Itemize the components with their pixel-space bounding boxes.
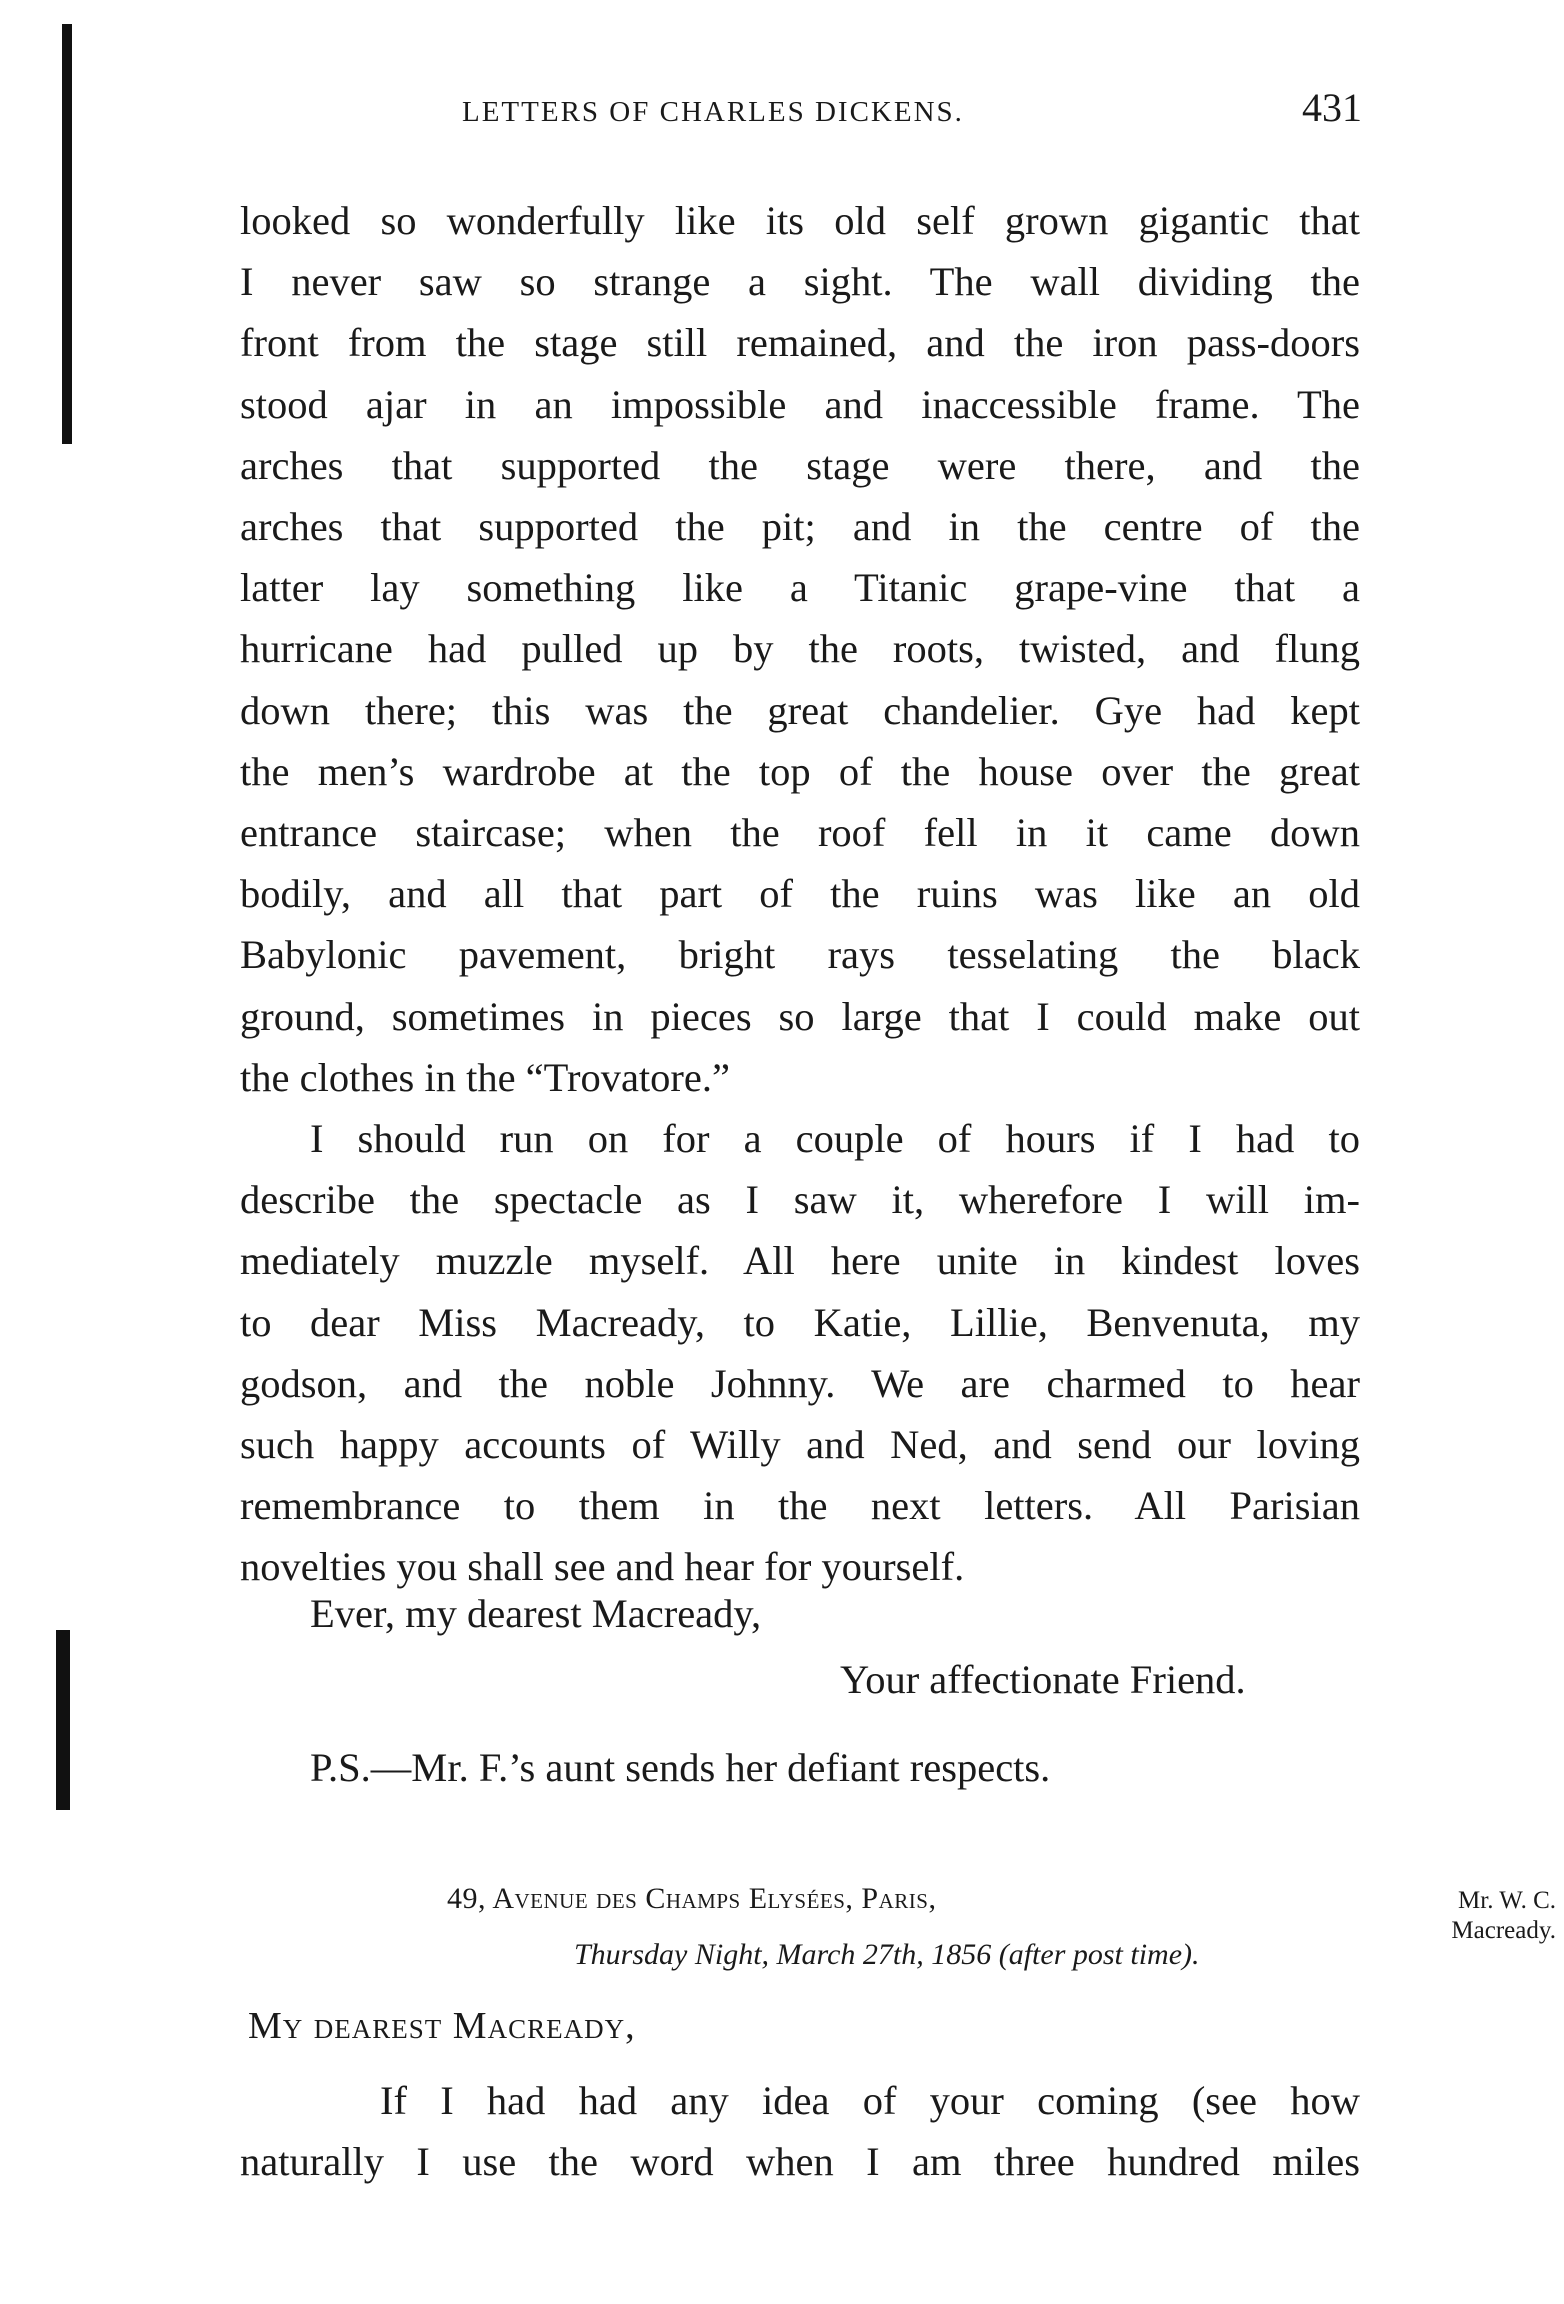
text-line: I should run on for a couple of hours if I had to <box>310 1116 1360 1162</box>
text-line: remembrance to them in the next letters. All Parisian <box>240 1483 1360 1529</box>
text-line: godson, and the noble Johnny. We are charmed to hear <box>240 1360 1360 1406</box>
next-letter-body <box>240 2070 1360 2192</box>
valediction: Ever, my dearest Macready, <box>310 1591 762 1636</box>
text-line: stood ajar in an impossible and inaccessible frame. The <box>240 381 1360 427</box>
scan-gutter-mark <box>56 1630 70 1810</box>
text-line: latter lay something like a Titanic grape-vine that a <box>240 565 1360 611</box>
letter-continuation-body <box>240 190 1360 1598</box>
recipient-note-line: Mr. W. C. <box>1458 1887 1556 1914</box>
page-header <box>240 85 1362 148</box>
text-line: novelties you shall see and hear for yourself. <box>240 1544 965 1590</box>
text-line: describe the spectacle as I saw it, wherefore I will im- <box>240 1177 1360 1223</box>
text-line: such happy accounts of Willy and Ned, and send our loving <box>240 1422 1360 1468</box>
text-line: the clothes in the “Trovatore.” <box>240 1054 730 1100</box>
text-line: mediately muzzle myself. All here unite in kindest loves <box>240 1238 1360 1284</box>
text-line: hurricane had pulled up by the roots, twisted, and flung <box>240 626 1360 672</box>
text-line: naturally I use the word when I am three hundred miles <box>240 2139 1360 2185</box>
letter-address: 49, Avenue des Champs Elysées, Paris, <box>447 1882 937 1915</box>
text-line: bodily, and all that part of the ruins was like an old <box>240 871 1360 917</box>
text-line: front from the stage still remained, and the iron pass-doors <box>240 320 1360 366</box>
text-line: the men’s wardrobe at the top of the house over the great <box>240 748 1360 794</box>
scan-gutter-mark <box>66 380 72 420</box>
page-number: 431 <box>1302 85 1362 130</box>
text-line: Babylonic pavement, bright rays tesselating the black <box>240 932 1360 978</box>
text-line: arches that supported the stage were there, and the <box>240 442 1360 488</box>
letter-date: Thursday Night, March 27th, 1856 (after post time). <box>574 1938 1200 1971</box>
text-line: entrance staircase; when the roof fell in it came down <box>240 810 1360 856</box>
recipient-margin-note <box>1386 1886 1556 1946</box>
text-line: If I had had any idea of your coming (see how <box>380 2078 1360 2123</box>
salutation: My dearest Macready, <box>248 2005 636 2047</box>
text-line: ground, sometimes in pieces so large that I could make out <box>240 993 1360 1039</box>
running-title: LETTERS OF CHARLES DICKENS. <box>462 96 964 128</box>
text-line: down there; this was the great chandelier. Gye had kept <box>240 687 1360 733</box>
signature: Your affectionate Friend. <box>840 1657 1246 1702</box>
postscript: P.S.—Mr. F.’s aunt sends her defiant respects. <box>310 1745 1051 1790</box>
text-line: arches that supported the pit; and in the centre of the <box>240 504 1360 550</box>
text-line: looked so wonderfully like its old self grown gigantic that <box>240 198 1360 243</box>
text-line: I never saw so strange a sight. The wall dividing the <box>240 259 1360 305</box>
text-line: to dear Miss Macready, to Katie, Lillie, Benvenuta, my <box>240 1299 1360 1345</box>
recipient-note-line: Macready. <box>1451 1917 1556 1944</box>
